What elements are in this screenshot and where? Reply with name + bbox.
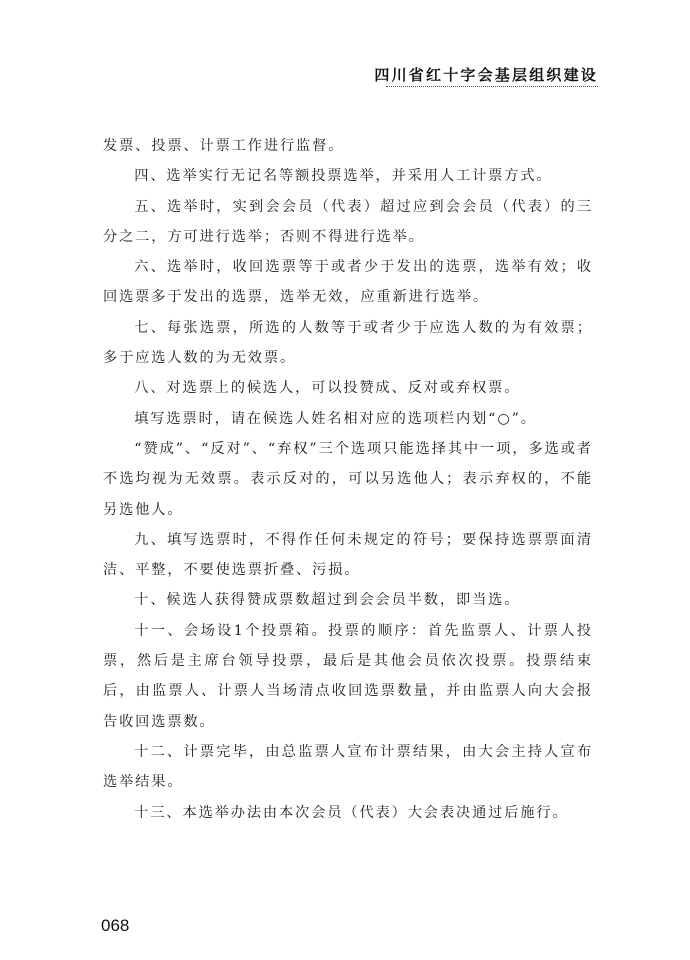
paragraph-article-5: 五、选举时，实到会会员（代表）超过应到会会员（代表）的三分之二，方可进行选举；否则不得进行选举。 xyxy=(103,198,593,245)
paragraph-ballot-marking: 填写选票时，请在候选人姓名相对应的选项栏内划“○”。 xyxy=(134,410,537,427)
header-dotted-rule xyxy=(386,86,598,87)
paragraph-article-11: 十一、会场设1个投票箱。投票的顺序：首先监票人、计票人投票，然后是主席台领导投票，最后是其他会员依次投票。投票结束后，由监票人、计票人当场清点收回选票数量，并由监票人向大会报告收回选票数。 xyxy=(103,622,593,730)
paragraph-ballot-options: “赞成”、“反对”、“弃权”三个选项只能选择其中一项，多选或者不选均视为无效票。表示反对的，可以另选他人；表示弃权的，不能另选他人。 xyxy=(103,440,593,518)
paragraph-continuation: 发票、投票、计票工作进行监督。 xyxy=(103,138,345,154)
paragraph-article-8: 八、对选票上的候选人，可以投赞成、反对或弃权票。 xyxy=(134,380,521,397)
paragraph-article-10: 十、候选人获得赞成票数超过到会会员半数，即当选。 xyxy=(134,592,521,609)
paragraph-article-4: 四、选举实行无记名等额投票选举，并采用人工计票方式。 xyxy=(134,168,553,185)
paragraph-article-6: 六、选举时，收回选票等于或者少于发出的选票，选举有效；收回选票多于发出的选票，选举无效，应重新进行选举。 xyxy=(103,259,593,306)
paragraph-article-13: 十三、本选举办法由本次会员（代表）大会表决通过后施行。 xyxy=(134,804,569,821)
page-number: 068 xyxy=(101,916,130,935)
paragraph-article-12: 十二、计票完毕，由总监票人宣布计票结果，由大会主持人宣布选举结果。 xyxy=(103,743,593,791)
paragraph-article-7: 七、每张选票，所选的人数等于或者少于应选人数的为有效票；多于应选人数的为无效票。 xyxy=(103,319,593,367)
paragraph-article-9: 九、填写选票时，不得作任何未规定的符号；要保持选票票面清洁、平整，不要使选票折叠、污损。 xyxy=(103,531,593,579)
body-text xyxy=(103,131,593,828)
running-header-title: 四川省红十字会基层组织建设 xyxy=(374,66,598,84)
